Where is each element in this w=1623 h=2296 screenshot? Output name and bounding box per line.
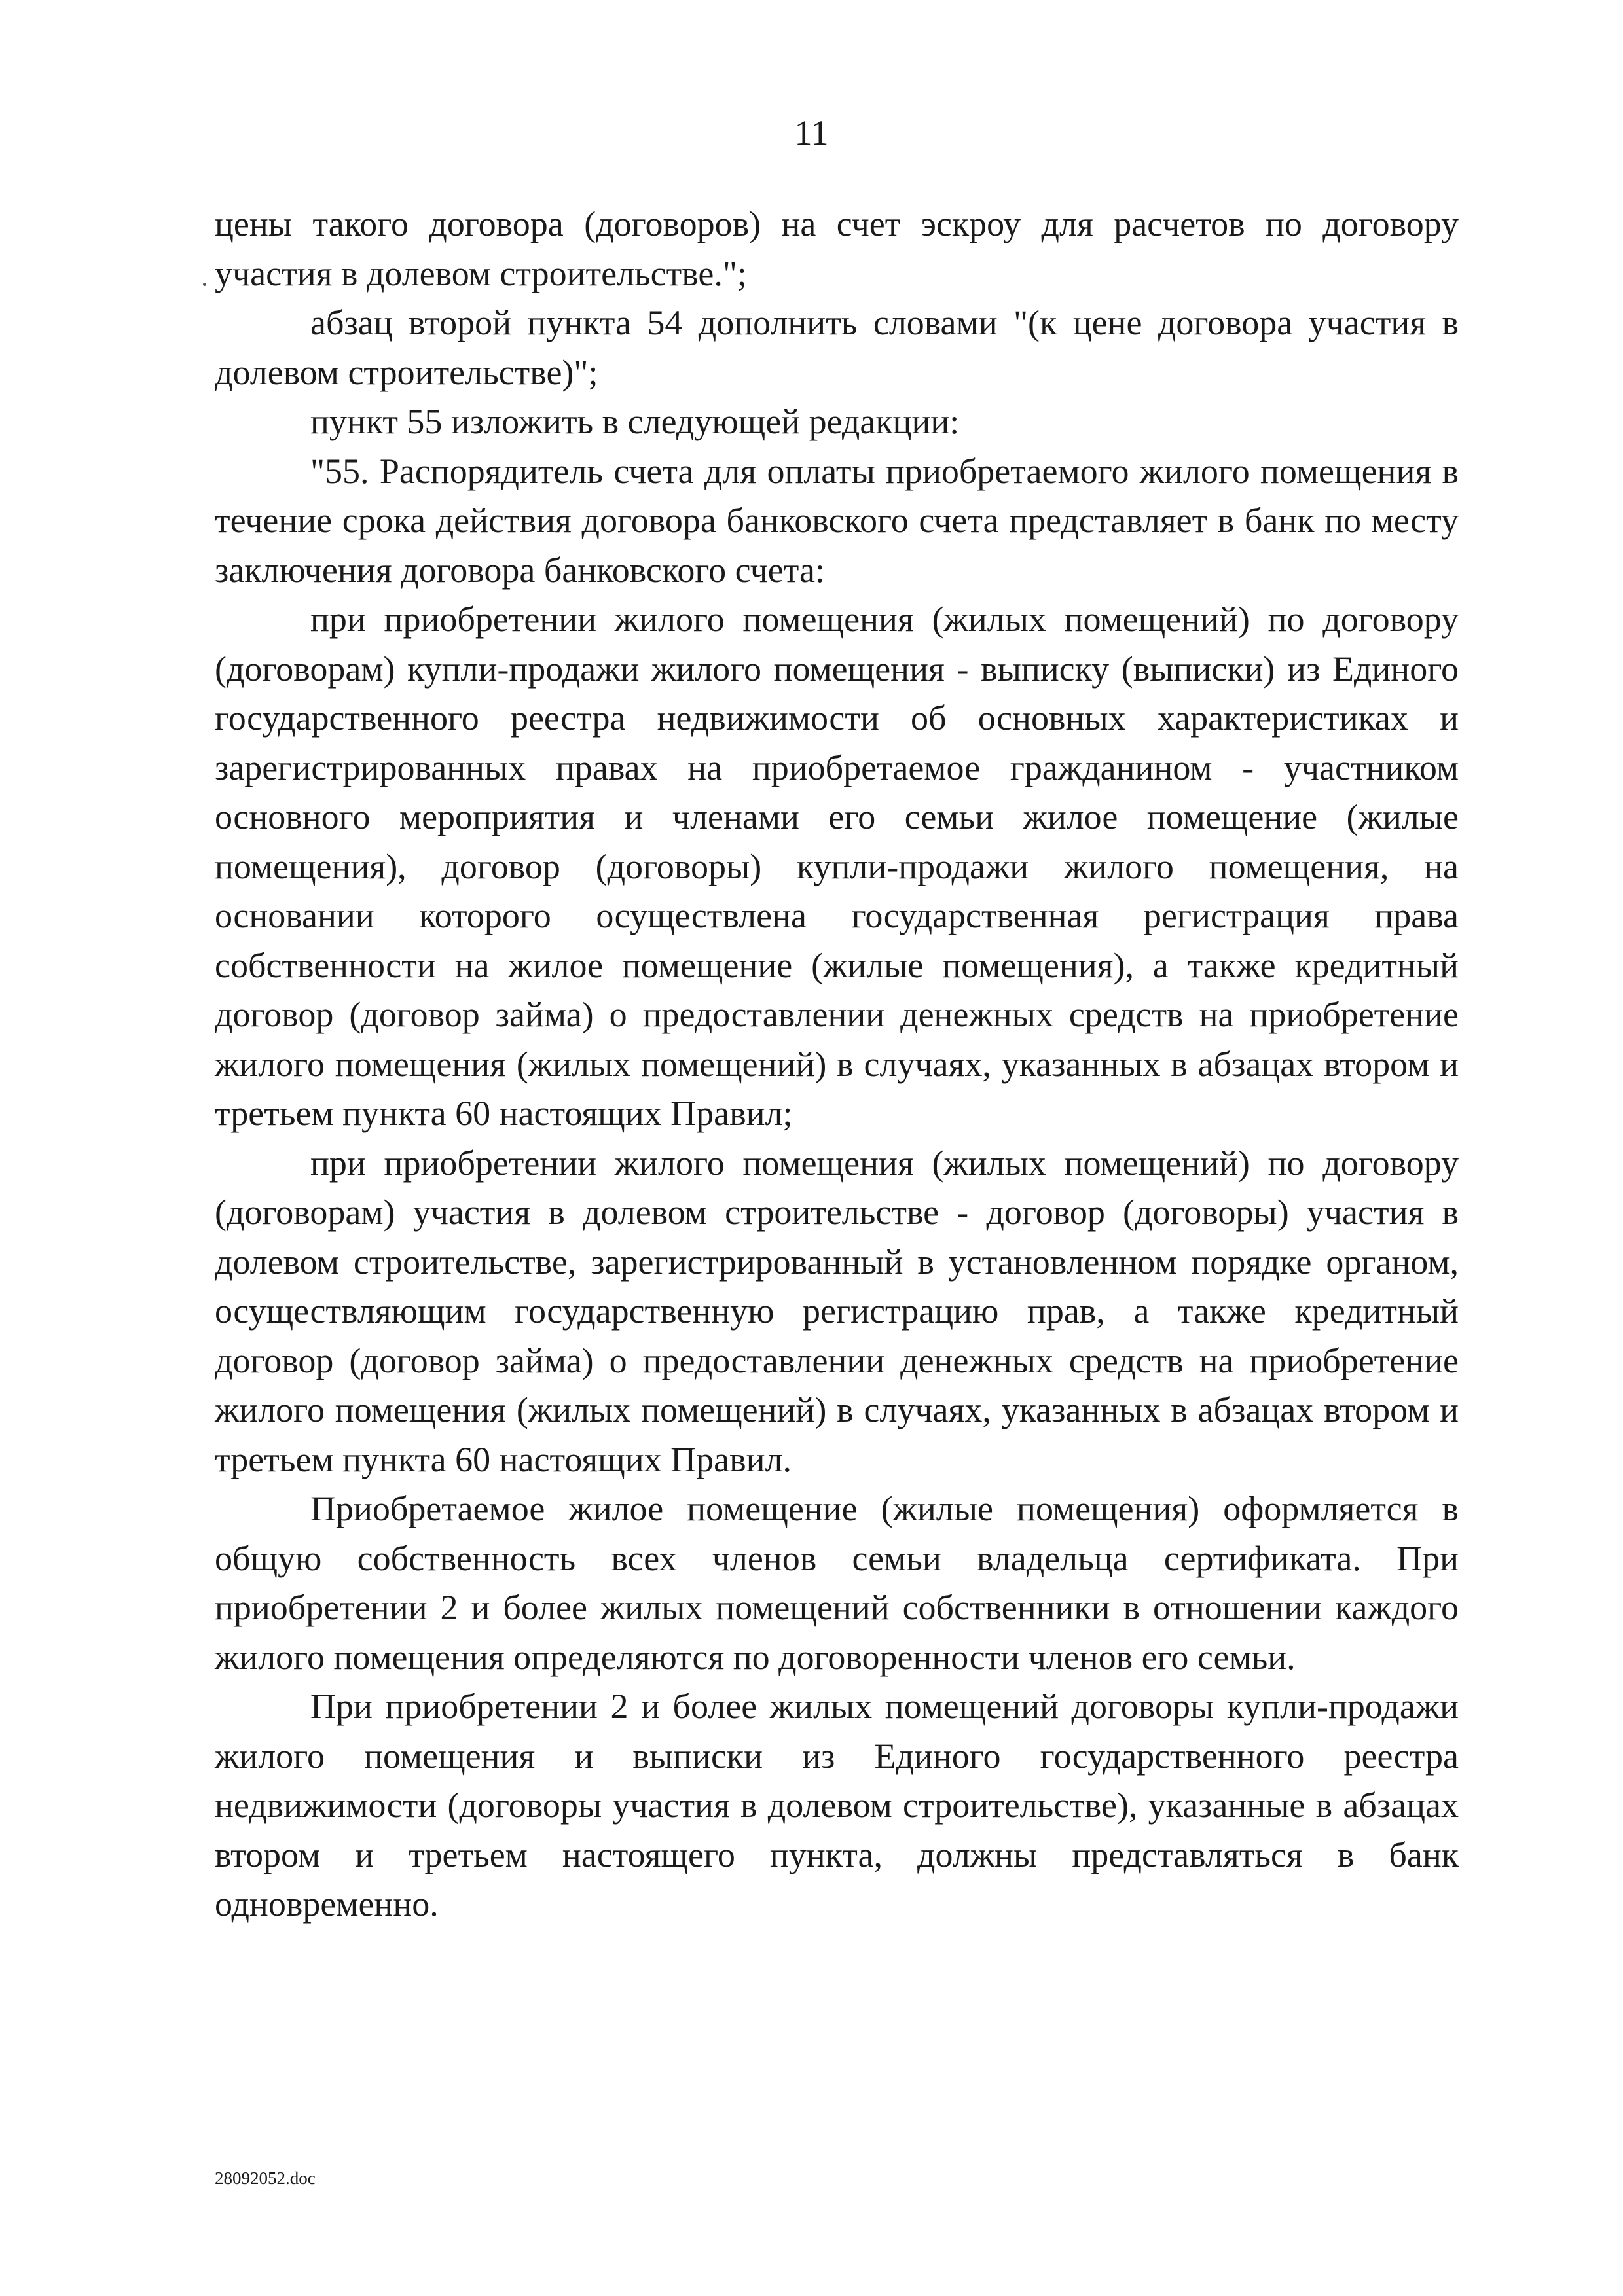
document-body <box>215 200 1459 1929</box>
footer-filename: 28092052.doc <box>215 2168 316 2188</box>
paragraph-common-ownership: Приобретаемое жилое помещение (жилые помещения) оформляется в общую собственность всех членов семьи владельца сертификата. При приобретении 2 и более жилых помещений собственники в отношении каждого жилого помещения определяются по договоренности членов его семьи. <box>215 1489 1459 1677</box>
paragraph-simultaneous-submission: При приобретении 2 и более жилых помещений договоры купли-продажи жилого помещения и выписки из Единого государственного реестра недвижимости (договоры участия в долевом строительстве), указанные в абзацах втором и третьем настоящего пункта, должны представляться в банк одновременно. <box>215 1687 1459 1924</box>
margin-mark <box>203 283 206 286</box>
paragraph-continuation: цены такого договора (договоров) на счет эскроу для расчетов по договору участия в долевом строительстве."; <box>215 204 1459 293</box>
paragraph-amend-point-54: абзац второй пункта 54 дополнить словами "(к цене договора участия в долевом строительстве)"; <box>215 303 1459 392</box>
paragraph-point-55-text: "55. Распорядитель счета для оплаты приобретаемого жилого помещения в течение срока действия договора банковского счета представляет в банк по месту заключения договора банковского счета: <box>215 451 1459 590</box>
paragraph-point-55-intro: пункт 55 изложить в следующей редакции: <box>310 402 960 441</box>
paragraph-purchase-contract: при приобретении жилого помещения (жилых помещений) по договору (договорам) купли-продажи жилого помещения - выписку (выписки) из Единого государственного реестра недвижимости об основных характеристиках и зарегистрированных правах на приобретаемое гражданином - участником основного мероприятия и членами его семьи жилое помещение (жилые помещения), договор (договоры) купли-продажи жилого помещения, на основании которого осуществлена государственная регистрация права собственности на жилое помещение (жилые помещения), а также кредитный договор (договор займа) о предоставлении денежных средств на приобретение жилого помещения (жилых помещений) в случаях, указанных в абзацах втором и третьем пункта 60 настоящих Правил; <box>215 600 1459 1133</box>
paragraph-shared-construction: при приобретении жилого помещения (жилых помещений) по договору (договорам) участия в долевом строительстве - договор (договоры) участия в долевом строительстве, зарегистрированный в установленном порядке органом, осуществляющим государственную регистрацию прав, а также кредитный договор (договор займа) о предоставлении денежных средств на приобретение жилого помещения (жилых помещений) в случаях, указанных в абзацах втором и третьем пункта 60 настоящих Правил. <box>215 1143 1459 1479</box>
page-number: 11 <box>794 113 829 152</box>
